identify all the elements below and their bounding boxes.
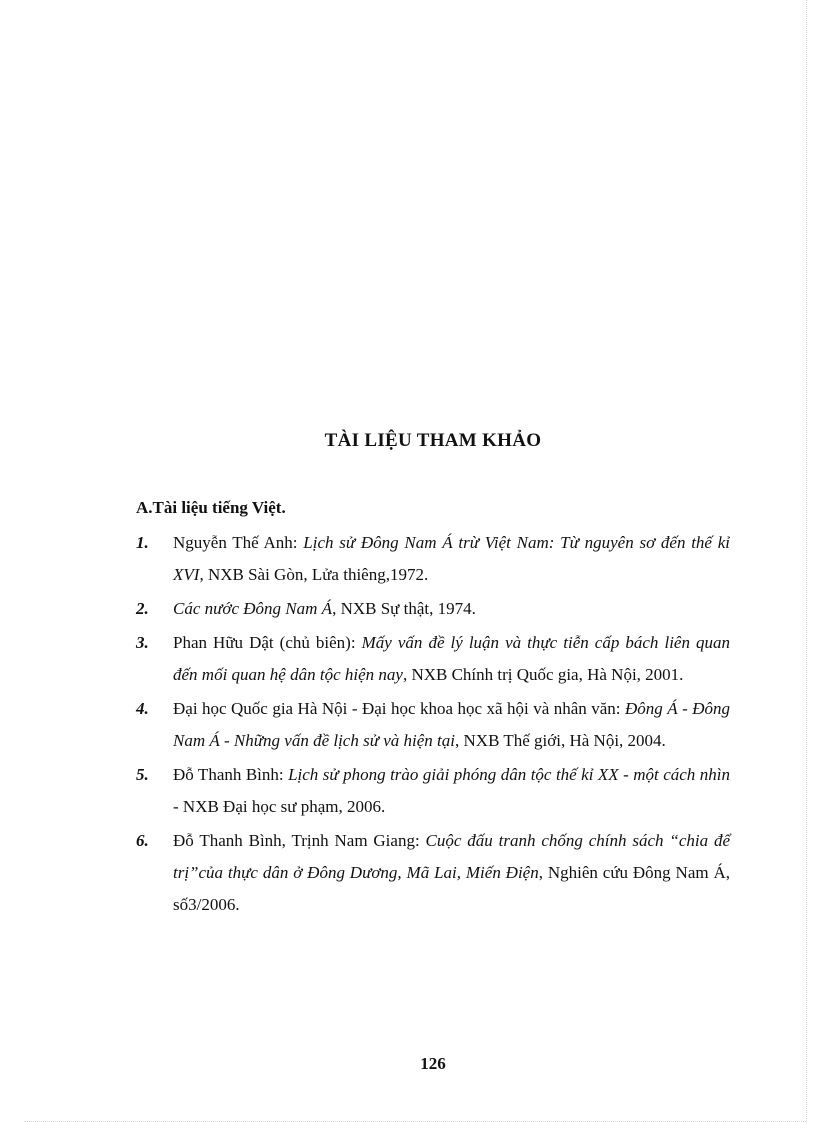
reference-list [136, 527, 730, 923]
reference-publisher: , NXB Thế giới, Hà Nội, 2004. [455, 731, 666, 750]
reference-title: Cuộc đấu tranh chống chính sách “chia để trị”của thực dân ở Đông Dương, Mã Lai, Miến Điện [173, 831, 730, 882]
reference-number: 6. [136, 831, 149, 850]
page-number: 126 [420, 1054, 446, 1073]
reference-item [136, 527, 730, 591]
reference-publisher: , NXB Chính trị Quốc gia, Hà Nội, 2001. [402, 665, 684, 684]
reference-number: 1. [136, 533, 149, 552]
reference-item [136, 627, 730, 691]
reference-number: 2. [136, 599, 149, 618]
reference-title: Mấy vấn đề lý luận và thực tiễn cấp bách liên quan đến mối quan hệ dân tộc hiện nay [173, 633, 730, 684]
reference-publisher: , Nghiên cứu Đông Nam Á, số3/2006. [173, 863, 730, 914]
page-title: TÀI LIỆU THAM KHẢO [324, 430, 542, 451]
reference-title: Các nước Đông Nam Á [173, 599, 333, 618]
reference-text [173, 693, 730, 757]
reference-item [136, 593, 730, 625]
page-edge-bottom [24, 1121, 806, 1122]
reference-title: Lịch sử phong trào giải phóng dân tộc thế kỉ XX - một cách nhìn [288, 765, 730, 784]
page-edge-right [806, 0, 807, 1123]
reference-text [173, 527, 730, 591]
reference-title: Đông Á - Đông Nam Á - Những vấn đề lịch sử và hiện tại [173, 699, 730, 750]
reference-author: Phan Hữu Dật (chủ biên): [173, 633, 362, 652]
section-heading: A.Tài liệu tiếng Việt. [136, 498, 286, 517]
reference-author: Đỗ Thanh Bình, Trịnh Nam Giang: [173, 831, 426, 850]
reference-item [136, 693, 730, 757]
reference-text [173, 593, 730, 625]
reference-author: Nguyễn Thế Anh: [173, 533, 304, 552]
reference-number: 5. [136, 765, 149, 784]
reference-title: Lịch sử Đông Nam Á trừ Việt Nam: Từ nguyên sơ đến thế kỉ XVI [173, 533, 730, 584]
reference-publisher: , NXB Sài Gòn, Lửa thiêng,1972. [199, 565, 429, 584]
reference-author: Đỗ Thanh Bình: [173, 765, 289, 784]
reference-text [173, 759, 730, 823]
reference-item [136, 825, 730, 921]
reference-text [173, 627, 730, 691]
reference-text [173, 825, 730, 921]
reference-author: Đại học Quốc gia Hà Nội - Đại học khoa học xã hội và nhân văn: [173, 699, 625, 718]
reference-number: 4. [136, 699, 149, 718]
reference-publisher: - NXB Đại học sư phạm, 2006. [173, 797, 386, 816]
reference-item [136, 759, 730, 823]
reference-publisher: , NXB Sự thật, 1974. [332, 599, 476, 618]
reference-number: 3. [136, 633, 149, 652]
